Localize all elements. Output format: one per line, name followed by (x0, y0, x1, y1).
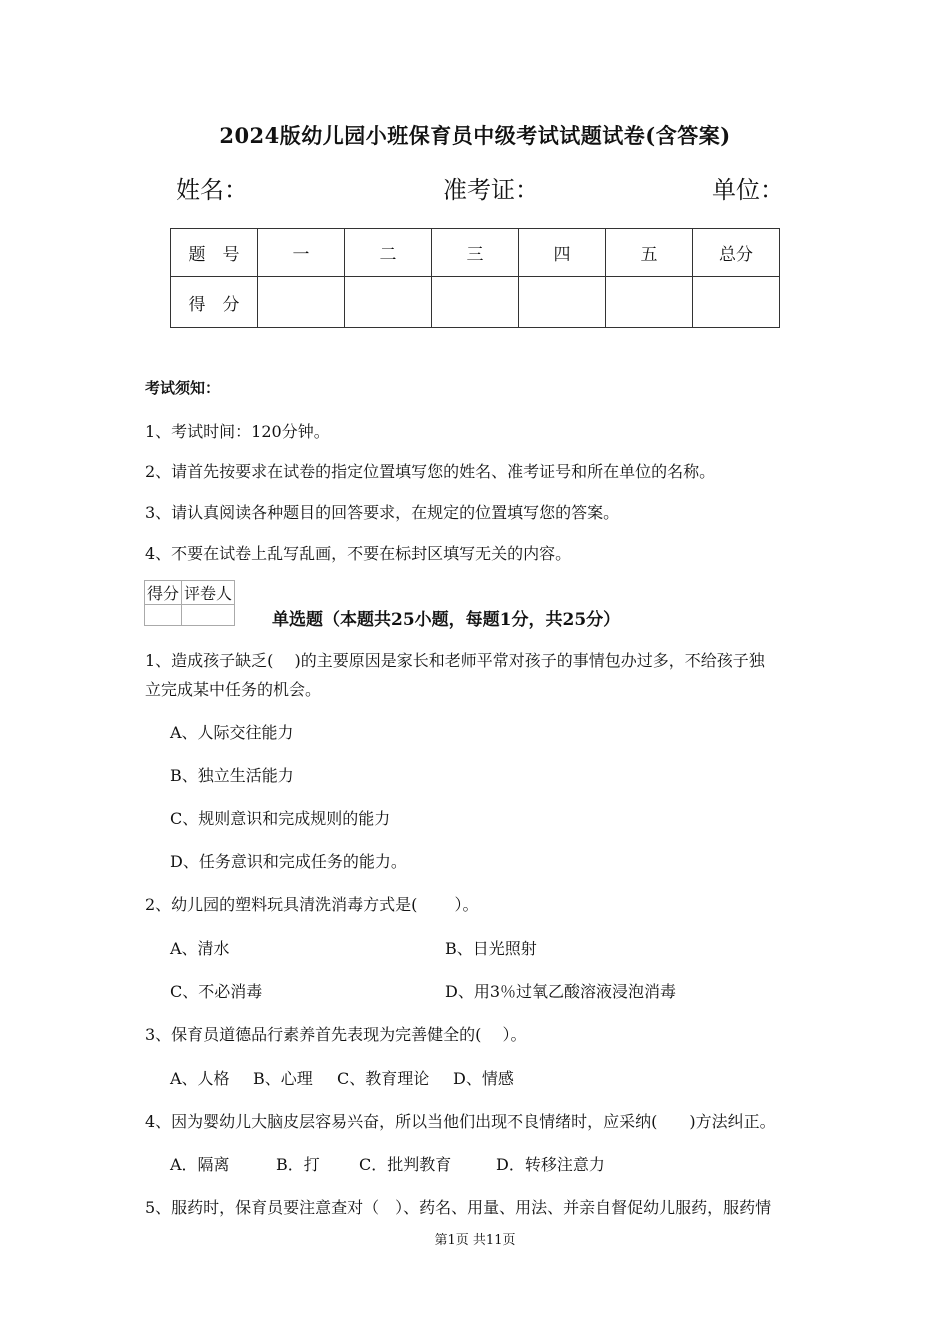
question-4-option-d: D．转移注意力 (496, 1155, 605, 1174)
question-2-option-a: A、清水 (170, 939, 230, 958)
question-5-text: 5、服药时，保育员要注意查对（ ）、药名、用量、用法、并亲自督促幼儿服药，服药情 (145, 1198, 772, 1217)
question-3-option-d: D、情感 (453, 1069, 514, 1088)
question-3-option-b: B、心理 (253, 1069, 313, 1088)
question-1-text-cont: 立完成某中任务的机会。 (145, 680, 322, 699)
question-2-option-c: C、不必消毒 (170, 982, 263, 1001)
section-title: 单选题（本题共25小题，每题1分，共25分） (272, 610, 621, 630)
question-1-option-d: D、任务意识和完成任务的能力。 (170, 852, 407, 871)
score-table (170, 228, 780, 328)
score-cell[interactable] (258, 277, 345, 328)
score-header-cell: 三 (432, 229, 519, 277)
question-1-option-c: C、规则意识和完成规则的能力 (170, 809, 391, 828)
question-4-option-a: A．隔离 (170, 1155, 230, 1174)
score-cell[interactable] (693, 277, 780, 328)
score-table-header-row (171, 229, 780, 277)
question-3-option-c: C、教育理论 (337, 1069, 430, 1088)
score-header-cell: 五 (606, 229, 693, 277)
question-4-option-b: B．打 (276, 1155, 320, 1174)
notice-item: 2、请首先按要求在试卷的指定位置填写您的姓名、准考证号和所在单位的名称。 (145, 462, 716, 481)
question-3-option-a: A、人格 (170, 1069, 230, 1088)
question-4-option-c: C．批判教育 (359, 1155, 452, 1174)
question-2-option-d: D、用3％过氧乙酸溶液浸泡消毒 (445, 982, 677, 1001)
notice-item: 3、请认真阅读各种题目的回答要求，在规定的位置填写您的答案。 (145, 503, 620, 522)
score-cell[interactable] (606, 277, 693, 328)
document-title: 2024版幼儿园小班保育员中级考试试题试卷(含答案) (219, 123, 731, 148)
grader-score-label: 得分 (145, 581, 182, 605)
score-cell[interactable] (345, 277, 432, 328)
score-table-score-row (171, 277, 780, 328)
name-label: 姓名： (176, 176, 248, 204)
question-4-text: 4、因为婴幼儿大脑皮层容易兴奋，所以当他们出现不良情绪时，应采纳( )方法纠正。 (145, 1112, 776, 1131)
question-2-option-b: B、日光照射 (445, 939, 537, 958)
score-cell[interactable] (519, 277, 606, 328)
unit-label: 单位： (712, 176, 784, 204)
score-header-cell: 题 号 (171, 229, 258, 277)
grader-reviewer-label: 评卷人 (182, 581, 235, 605)
score-header-cell: 四 (519, 229, 606, 277)
score-header-cell: 总分 (693, 229, 780, 277)
question-3-text: 3、保育员道德品行素养首先表现为完善健全的( ）。 (145, 1025, 527, 1044)
score-header-cell: 二 (345, 229, 432, 277)
exam-id-label: 准考证： (443, 176, 539, 204)
question-2-text: 2、幼儿园的塑料玩具清洗消毒方式是( ）。 (145, 895, 479, 914)
question-1-option-b: B、独立生活能力 (170, 766, 294, 785)
question-1-text: 1、造成孩子缺乏( )的主要原因是家长和老师平常对孩子的事情包办过多，不给孩子独 (145, 651, 765, 670)
question-1-option-a: A、人际交往能力 (170, 723, 294, 742)
score-header-cell: 一 (258, 229, 345, 277)
grader-table (144, 580, 235, 626)
notice-item: 4、不要在试卷上乱写乱画，不要在标封区填写无关的内容。 (145, 544, 572, 563)
notice-item: 1、考试时间：120分钟。 (145, 422, 330, 441)
page-footer: 第1页 共11页 (434, 1233, 516, 1248)
grader-reviewer-cell[interactable] (182, 605, 235, 626)
score-row-label: 得 分 (171, 277, 258, 328)
score-cell[interactable] (432, 277, 519, 328)
notice-heading: 考试须知： (145, 379, 221, 397)
grader-score-cell[interactable] (145, 605, 182, 626)
